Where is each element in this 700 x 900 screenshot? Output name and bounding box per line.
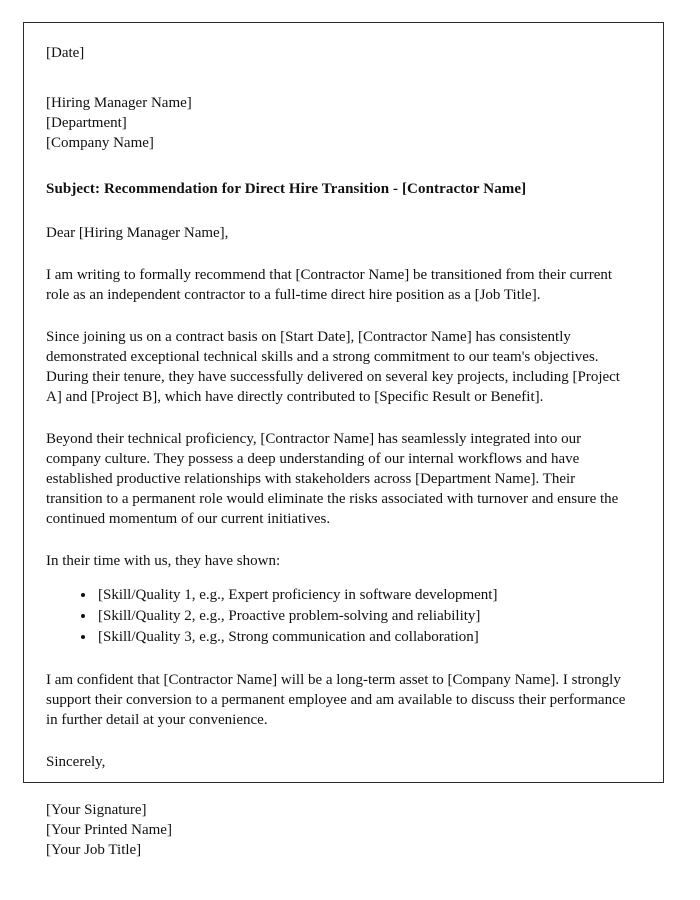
recipient-address-block [46, 93, 629, 153]
recipient-line-department: [Department] [46, 115, 127, 131]
recipient-line-company: [Company Name] [46, 135, 154, 151]
printed-name-line: [Your Printed Name] [46, 822, 172, 838]
subject-line: Subject: Recommendation for Direct Hire Transition - [Contractor Name] [46, 181, 527, 197]
closing-paragraph: I am confident that [Contractor Name] will be a long-term asset to [Company Name]. I strongly support their conversion to a permanent employee and am available to discuss their performance in further detail at your convenience. [46, 672, 626, 728]
list-item: • [Skill/Quality 2, e.g., Proactive problem-solving and reliability] [96, 606, 629, 627]
letter-content [46, 43, 629, 860]
recipient-line-hiring-manager: [Hiring Manager Name] [46, 95, 192, 111]
list-item: • [Skill/Quality 1, e.g., Expert proficiency in software development] [96, 585, 629, 606]
date-line: [Date] [46, 45, 85, 61]
list-item: • [Skill/Quality 3, e.g., Strong communication and collaboration] [96, 627, 629, 648]
list-lead-in: In their time with us, they have shown: [46, 553, 281, 569]
signature-line: [Your Signature] [46, 802, 147, 818]
signature-block [46, 800, 629, 860]
skills-list [46, 585, 629, 648]
body-paragraph-2: Since joining us on a contract basis on [Start Date], [Contractor Name] has consistently demonstrated exceptional technical skills and a strong commitment to our team's objectives. During their tenure, they have successfully delivered on several key projects, including [Project A] and [Project B], which have directly contributed to [Specific Result or Benefit]. [46, 329, 620, 405]
body-paragraph-1: I am writing to formally recommend that [Contractor Name] be transitioned from their current role as an independent contractor to a full-time direct hire position as a [Job Title]. [46, 267, 613, 303]
letter-page-border [23, 22, 664, 858]
valediction: Sincerely, [46, 754, 106, 770]
job-title-line: [Your Job Title] [46, 842, 142, 858]
body-paragraph-3: Beyond their technical proficiency, [Contractor Name] has seamlessly integrated into our company culture. They possess a deep understanding of our internal workflows and have established productive relationships with stakeholders across [Department Name]. Their transition to a permanent role would eliminate the risks associated with turnover and ensure the continued momentum of our current initiatives. [46, 431, 619, 527]
salutation: Dear [Hiring Manager Name], [46, 225, 229, 241]
